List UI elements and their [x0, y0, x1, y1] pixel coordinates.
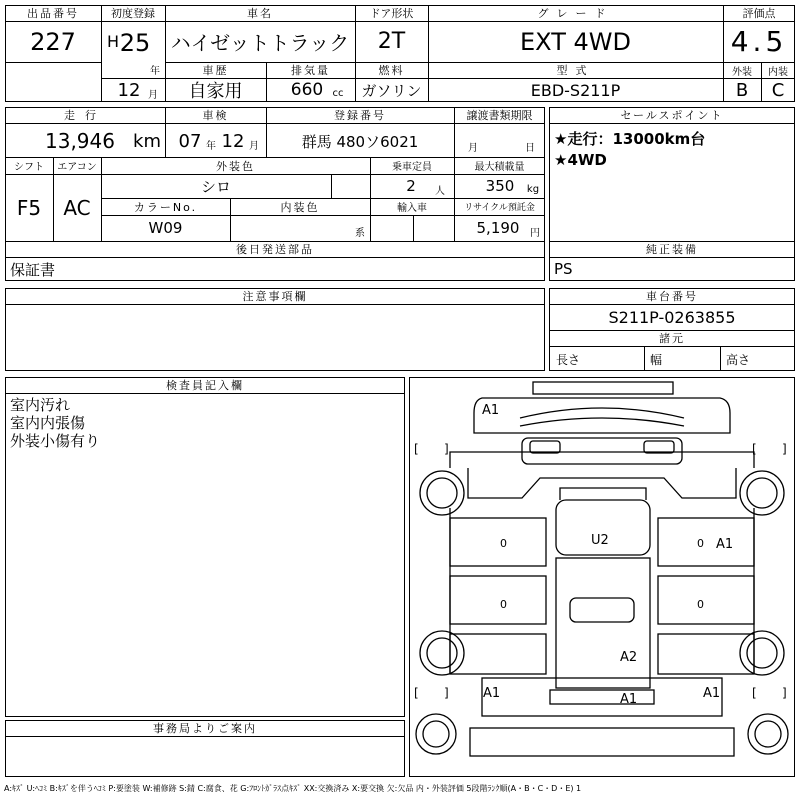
damage-mark-right-side: A1	[716, 537, 734, 552]
selling-label: セールスポイント	[620, 109, 724, 122]
damage-mark-rear-center: A1	[620, 692, 638, 707]
load-unit: kg	[526, 183, 540, 195]
genuine-label: 純正装備	[646, 243, 698, 256]
ac: AC	[63, 195, 91, 220]
displacement-label: 排気量	[291, 64, 330, 77]
color-label: 外装色	[216, 159, 255, 173]
height-label: 高さ	[726, 352, 751, 367]
vehicle-diagram	[409, 377, 795, 777]
bracket-rl-open: [	[414, 686, 419, 700]
truck-outline-diagram	[410, 378, 794, 776]
transfer-day: 日	[525, 142, 535, 154]
era: H	[106, 31, 120, 51]
plate-label: 登録番号	[334, 109, 386, 122]
bracket-rr-close: ]	[782, 686, 787, 700]
first-reg-month: 12	[117, 80, 141, 101]
damage-mark-rear-right: A1	[703, 686, 721, 701]
displacement-unit: cc	[332, 87, 344, 99]
import-label: 輸入車	[397, 203, 427, 214]
ac-label: エアコン	[57, 162, 97, 173]
score: 4.5	[730, 25, 788, 58]
width-label: 幅	[650, 352, 663, 367]
damage-mark-roof: U2	[591, 533, 609, 548]
zero-mark-3: 0	[697, 537, 704, 550]
month-unit: 月	[148, 89, 158, 101]
parts-value: 保証書	[10, 260, 56, 279]
inspector-line-1: 室内汚れ	[10, 395, 71, 414]
inspection-year-unit: 年	[206, 140, 216, 152]
inspector-label: 検査員記入欄	[166, 379, 244, 392]
lot-no-label: 出品番号	[27, 7, 79, 20]
legend: A:ｷｽﾞ U:ﾍｺﾐ B:ｷｽﾞを伴うﾍｺﾐ P:要塗装 W:補修跡 S:錆 C:腐食、花 G:ﾌﾛﾝﾄｶﾞﾗｽ点ｷｽﾞ XX:交換済み X:要交換 欠:欠品 内・外装評価 5段階ﾗﾝｸ順(A・B・C・D・E) 1	[4, 783, 582, 793]
load: 350	[485, 177, 515, 195]
load-label: 最大積載量	[474, 162, 525, 173]
fuel: ガソリン	[361, 81, 422, 100]
seats-label: 乗車定員	[392, 162, 432, 173]
car-name-label: 車名	[247, 7, 273, 20]
zero-mark-2: 0	[500, 598, 507, 611]
seats-unit: 人	[435, 185, 445, 197]
door-type: 2T	[377, 29, 406, 54]
bracket-fl-open: [	[414, 442, 419, 456]
damage-mark-rear-left: A1	[483, 686, 501, 701]
zero-mark-1: 0	[500, 537, 507, 550]
grade-label: グレード	[537, 7, 614, 20]
dims-label: 諸元	[659, 332, 685, 345]
bracket-rr-open: [	[752, 686, 757, 700]
damage-mark-front-left: A1	[482, 403, 500, 418]
parts-label: 後日発送部品	[236, 243, 314, 256]
door-label: ドア形状	[369, 7, 414, 20]
color-no-label: カラーNo.	[133, 200, 198, 214]
inspector-line-3: 外装小傷有り	[10, 431, 101, 450]
length-label: 長さ	[556, 352, 581, 367]
history: 自家用	[188, 81, 243, 102]
interior-color-label: 内装色	[280, 200, 320, 214]
recycle-unit: 円	[530, 227, 540, 239]
office-label: 事務局よりご案内	[153, 722, 257, 735]
seats: 2	[406, 177, 416, 195]
first-reg-label: 初度登録	[111, 7, 155, 20]
inspection-month-unit: 月	[249, 140, 259, 152]
bracket-fr-close: ]	[782, 442, 787, 456]
score-label: 評価点	[742, 7, 776, 20]
first-reg-year: 25	[119, 29, 151, 57]
genuine-value: PS	[554, 260, 573, 278]
recycle-label: リサイクル預託金	[464, 203, 535, 213]
mileage-label: 走行	[64, 109, 106, 122]
chassis-number: S211P-0263855	[608, 307, 736, 327]
inspection-label: 車検	[202, 109, 229, 122]
model: EBD-S211P	[530, 80, 621, 100]
fuel-label: 燃料	[378, 64, 405, 77]
bracket-fl-close: ]	[444, 442, 449, 456]
shift: F5	[16, 195, 42, 220]
transfer-month: 月	[468, 142, 478, 154]
mileage: 13,946	[45, 129, 115, 153]
exterior-score: B	[735, 79, 749, 101]
shift-label: シフト	[14, 162, 44, 173]
plate-number: 群馬 480ソ6021	[301, 132, 419, 151]
grade: EXT 4WD	[520, 27, 631, 56]
color: シロ	[200, 177, 231, 196]
lot-no: 227	[30, 27, 76, 56]
interior-color-unit: 系	[355, 227, 365, 239]
recycle: 5,190	[476, 219, 520, 237]
bracket-rl-close: ]	[444, 686, 449, 700]
chassis-label: 車台番号	[646, 290, 698, 303]
exterior-label: 外装	[732, 66, 752, 78]
selling-point-1: ★走行：13000km台	[554, 129, 706, 148]
inspection-year: 07	[178, 130, 202, 152]
car-name: ハイゼットトラック	[170, 31, 350, 55]
inspection-month: 12	[221, 130, 245, 152]
bracket-fr-open: [	[752, 442, 757, 456]
transfer-label: 譲渡書類期限	[466, 109, 533, 122]
inspector-line-2: 室内内張傷	[10, 413, 86, 432]
notes-label: 注意事項欄	[242, 290, 308, 303]
interior-label: 内装	[768, 66, 788, 78]
zero-mark-4: 0	[697, 598, 704, 611]
color-no: W09	[148, 219, 183, 237]
year-unit: 年	[150, 65, 160, 77]
model-label: 型式	[556, 64, 595, 77]
selling-point-2: ★4WD	[554, 151, 607, 169]
mileage-unit: km	[133, 130, 161, 152]
displacement: 660	[290, 80, 324, 100]
interior-score: C	[771, 79, 785, 101]
history-label: 車歴	[202, 64, 229, 77]
damage-mark-bed: A2	[620, 650, 638, 665]
